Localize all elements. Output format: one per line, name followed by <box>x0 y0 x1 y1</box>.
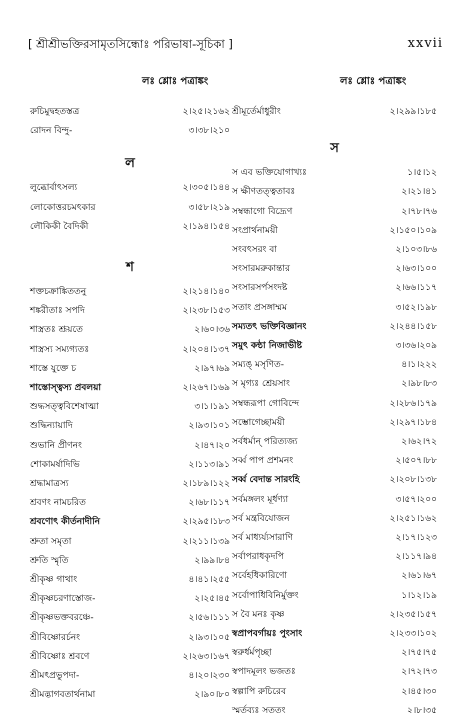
index-entry <box>30 592 230 606</box>
entry-text: শুদ্ধিন্যায়াদি <box>30 421 73 432</box>
index-entry <box>30 362 230 376</box>
entry-reference: ২।৯৯।৮৪ <box>194 555 230 566</box>
entry-text: সর্ব মাধ্যর্য্যসারাণি <box>232 533 294 543</box>
entry-reference: ৩।৩৬।২০৯ <box>395 341 437 351</box>
index-entry <box>30 669 230 683</box>
entry-text: রুচিমুদ্বহতস্তত্র <box>30 107 80 117</box>
entry-reference: ২।২৯৭।১৮৪ <box>389 417 437 428</box>
index-entry <box>30 124 230 138</box>
index-entry <box>232 531 437 545</box>
entry-reference: ২।১৫০।১০৯ <box>389 225 437 236</box>
index-entry <box>30 304 230 318</box>
entry-text: সম্যঙ্ মসৃণিত- <box>232 360 284 371</box>
index-entry <box>232 646 437 660</box>
entry-text: সম্ভোগেচ্ছাময়ী <box>232 417 285 428</box>
entry-text: শ্রুতা সমৃতা <box>30 536 72 547</box>
entry-text: স্বপ্রাপবর্গায়ঃ পুংসাং <box>232 629 303 639</box>
entry-text: লুব্ধোর্বাৎসল্য <box>30 183 78 194</box>
entry-text: শোকামর্ষাদিভি <box>30 459 80 470</box>
index-entry <box>30 631 230 645</box>
entry-text: শ্রদ্ধামাত্রস্য <box>30 479 69 489</box>
entry-reference: ৩।৫২।১৯৮ <box>395 302 437 313</box>
entry-reference: ২।২৪৪।১৫৮ <box>389 321 437 332</box>
index-entry <box>232 473 437 487</box>
entry-reference: ২।৩০৫।১৪৪ <box>182 183 230 194</box>
entry-text: সর্ব মন্ত্রবিযোজন <box>232 513 290 524</box>
entry-text: শ্রীমৎপ্রভুপদা- <box>30 671 80 681</box>
entry-reference: ২।৯৩।১০১ <box>188 421 230 432</box>
index-entry <box>232 301 437 315</box>
index-entry <box>232 493 437 507</box>
entry-text: সমুৎ কন্ঠা নিজাভীষ্ট <box>232 341 303 351</box>
entry-reference: ২।১১৭।৯৪ <box>395 552 437 563</box>
entry-reference: ২।২৫।২১৬২ <box>182 107 230 117</box>
entry-text: সর্ব্ব পাপ প্রশমনং <box>232 456 294 467</box>
entry-text: সর্বোপাধিবিনির্মুক্তং <box>232 590 299 601</box>
entry-text: স্বপাদমূলং ভজতঃ <box>232 667 296 678</box>
entry-reference: ২।৯৮।৮৩ <box>401 379 437 390</box>
entry-reference: ৩।১।১৯১ <box>194 402 230 413</box>
index-entry <box>232 243 437 257</box>
section-letter: স <box>330 141 339 157</box>
entry-text: শাস্তে যুক্তে চ <box>30 363 77 374</box>
entry-text: শ্রীকৃষ্ণ গাথাং <box>30 575 78 585</box>
index-entry <box>30 220 230 234</box>
index-entry <box>30 285 230 299</box>
index-entry <box>232 454 437 468</box>
entry-text: স্বরুর্ধর্মপৃচ্ছা <box>232 648 272 659</box>
entry-reference: ২।১০৩।৮৬ <box>395 245 437 255</box>
entry-reference: ২।৯৩।১০৫ <box>188 632 230 643</box>
entry-text: শাস্ত্রতঃ শ্রূয়তে <box>30 325 83 336</box>
entry-text: শ্রীবিষ্ণোঃ শ্রবণে <box>30 651 90 662</box>
entry-text: সম্বন্ধাগো বিদ্রূেণ <box>232 206 293 217</box>
entry-text: শ্রীমূর্তের্মাধুরীং <box>232 107 281 117</box>
entry-reference: ২।৬১।৬৭ <box>401 571 437 582</box>
entry-text: সংবৎসরং বা <box>232 245 277 255</box>
entry-text: সতাং প্রসঙ্গাম্মম <box>232 302 287 313</box>
entry-reference: ২।২৫১।১৬২ <box>389 513 437 524</box>
entry-text: স্মর্তব্যঃ সততং <box>232 705 286 713</box>
section-letter: ল <box>125 156 135 172</box>
entry-reference: ২।৪৫।৩০ <box>401 686 437 697</box>
index-entry <box>232 281 437 295</box>
entry-reference: ২।২১৪।১৪০ <box>182 287 230 297</box>
entry-reference: ২।২৩৫।১৫৭ <box>389 609 437 620</box>
entry-reference: ২।২৩৮।১৫৩ <box>182 306 230 317</box>
index-entry <box>232 166 437 180</box>
index-entry <box>232 320 437 334</box>
entry-text: স বৈ মনঃ কৃষ্ণ <box>232 609 285 620</box>
index-entry <box>30 458 230 472</box>
entry-text: স মৃগ্যঃ শ্রেয়সাং <box>232 379 290 390</box>
index-entry <box>232 665 437 679</box>
entry-text: সর্বেহধিকারিণো <box>232 571 288 582</box>
entry-reference: ২।৫৬।১১১ <box>188 613 230 624</box>
entry-text: সংসারসর্পসংদষ্ট <box>232 283 288 294</box>
entry-reference: ২।১৯৪।১৫৪ <box>182 221 230 232</box>
entry-reference: ৩।৫৭।২০০ <box>395 494 437 505</box>
entry-text: স্বল্পাপি রুচিরেব <box>232 686 286 697</box>
entry-text: সম্যতৎ ভক্তিবিজ্ঞানং <box>232 321 307 332</box>
index-entry <box>30 181 230 195</box>
entry-text: শ্রবণং নামচরিত <box>30 498 86 509</box>
index-entry <box>30 477 230 491</box>
index-entry <box>30 400 230 414</box>
index-entry <box>30 650 230 664</box>
entry-text: লৌকিকী বৈদিকী <box>30 221 89 232</box>
section-letter: শ <box>126 260 134 275</box>
index-entry <box>30 515 230 529</box>
index-entry <box>30 105 230 119</box>
entry-text: সম্বন্ধরূপা গোবিন্দে <box>232 398 300 409</box>
entry-text: সংসারমরুকান্তার <box>232 264 290 275</box>
index-entry <box>232 105 437 119</box>
entry-reference: ২।৪৭।২০ <box>194 440 230 451</box>
entry-reference: ২।১৮৯।১২২ <box>182 479 230 489</box>
entry-reference: ২।১১৩।৯১ <box>188 459 230 470</box>
entry-reference: ২।২৩৩।১০২ <box>389 629 437 639</box>
index-entry <box>232 416 437 430</box>
index-entry <box>232 627 437 641</box>
entry-text: লোকোত্তরচমৎকার <box>30 202 96 213</box>
index-entry <box>232 377 437 391</box>
entry-reference: ২।৬৩।১০০ <box>395 264 437 275</box>
index-entry <box>232 205 437 219</box>
entry-text: শক্তচক্রাঙ্কিততনু <box>30 287 87 297</box>
index-entry <box>232 608 437 622</box>
entry-reference: ২।৬৮।১১৭ <box>188 498 230 509</box>
entry-text: সর্বাপরাধকৃদপি <box>232 552 284 563</box>
entry-text: শ্রীকৃষ্ণভক্তবরঞ্চে- <box>30 613 94 624</box>
entry-text: স ক্ষীণতত্ত্বতাবঃ <box>232 187 296 198</box>
entry-text: শাস্তোস্ত্বস্য প্রবলয়া <box>30 383 102 393</box>
entry-reference: ১।৫।১২ <box>407 168 437 179</box>
entry-reference: ২।২৫।৪৫ <box>194 594 230 605</box>
index-entry <box>30 323 230 337</box>
entry-reference: ১।১২।১৯ <box>401 590 437 601</box>
page-number: xxvii <box>407 36 443 51</box>
index-entry <box>30 381 230 395</box>
index-entry <box>232 358 437 372</box>
entry-reference: ২।৯০।৮০ <box>194 690 230 701</box>
entry-text: সর্বমঙ্গলং মূর্ধণ্যা <box>232 494 289 505</box>
entry-text: শাস্ত্রস্য সম্যগ্যতঃ <box>30 344 90 355</box>
entry-reference: ২।৭৫।৭৫ <box>401 648 437 659</box>
index-entry <box>30 496 230 510</box>
entry-text: শুভানি প্রীণনং <box>30 440 82 451</box>
entry-reference: ২।১৭।১২৩ <box>395 533 437 543</box>
entry-reference: ২।৯৭।৬৯ <box>194 363 230 374</box>
entry-reference: ৪।১।২২২ <box>401 360 437 371</box>
entry-reference: ২।২৯৯।১৮৫ <box>389 107 437 117</box>
index-entry <box>232 185 437 199</box>
entry-text: রোদন বিন্দু- <box>30 126 73 137</box>
entry-reference: ২।২৯৫।১৮৩ <box>182 517 230 528</box>
index-entry <box>30 688 230 702</box>
entry-reference: ২।৭৮।৭৬ <box>401 206 437 217</box>
entry-text: শ্রীবিষ্ণোরর্চনং <box>30 632 81 643</box>
entry-reference: ২।৮।৩৫ <box>407 705 437 713</box>
index-entry <box>30 343 230 357</box>
entry-text: শুদ্ধসত্ত্ববিশেষাত্মা <box>30 402 99 413</box>
index-entry <box>232 685 437 699</box>
entry-reference: ৪।৪১।২৫৫ <box>188 575 230 585</box>
index-entry <box>232 397 437 411</box>
index-entry <box>30 535 230 549</box>
entry-reference: ২।২৬৭।১৬৯ <box>182 383 230 393</box>
entry-reference: ২।২০৪।১৩৭ <box>182 344 230 355</box>
entry-reference: ২।৬২।৭২ <box>401 437 437 447</box>
index-entry <box>30 439 230 453</box>
entry-reference: ২।২৬৩।১৬৭ <box>182 651 230 662</box>
index-entry <box>232 512 437 526</box>
left-column-heading: লঃ শ্লোঃ পত্রাঙ্কং <box>142 76 209 87</box>
index-entry <box>30 573 230 587</box>
entry-reference: ২।৬০।৩৬ <box>194 325 230 336</box>
entry-reference: ২।৭২।৭৩ <box>401 667 437 678</box>
entry-reference: ৩।৫৮।২১৯ <box>188 202 230 213</box>
index-entry <box>30 419 230 433</box>
entry-text: শ্রবণোৎ কীর্তনাদীনি <box>30 517 101 528</box>
index-entry <box>232 262 437 276</box>
index-entry <box>232 224 437 238</box>
entry-reference: ২।২১।৪১ <box>401 187 437 198</box>
entry-text: সংপ্রার্থনাময়ী <box>232 225 278 236</box>
index-entry <box>30 554 230 568</box>
right-column-heading: লঃ শ্লোঃ পত্রাঙ্কং <box>340 76 407 87</box>
entry-text: সর্বধর্মান্ পরিত্যজ্য <box>232 437 298 447</box>
index-entry <box>232 550 437 564</box>
entry-reference: ৩।৩৮।২১০ <box>188 126 230 137</box>
entry-reference: ২।২৮৬।১৭৯ <box>389 398 437 409</box>
index-entry <box>30 201 230 215</box>
entry-text: শ্রুতি স্মৃতি <box>30 555 69 566</box>
entry-reference: ২।৬৬।১১৭ <box>395 283 437 294</box>
header-title: [ শ্রীশ্রীভক্তিরসামৃতসিন্ধোঃ পরিভাষা-সূচিকা ] <box>28 37 233 51</box>
entry-reference: ২।২০৮।১৩৮ <box>389 475 437 486</box>
entry-text: শ্রীকৃষ্ণচরণাস্তোজ- <box>30 594 96 605</box>
entry-reference: ৪।২০।২৩০ <box>188 671 230 681</box>
entry-text: স এব ভক্তিযোগাখ্যঃ <box>232 168 307 179</box>
index-entry <box>232 589 437 603</box>
entry-text: শ্রীমদ্ভাগবতার্থনামা <box>30 690 96 701</box>
index-entry <box>232 704 437 713</box>
index-entry <box>232 435 437 449</box>
index-entry <box>232 339 437 353</box>
entry-reference: ২।২১১।১৩৯ <box>182 536 230 547</box>
running-header <box>28 36 443 54</box>
entry-reference: ২।৫০৭।৮৮ <box>395 456 437 467</box>
entry-text: সর্ব্ব বেদান্ত সারংহি <box>232 475 300 486</box>
entry-text: শঙ্করীতাঃ সপদি <box>30 306 85 317</box>
index-entry <box>232 569 437 583</box>
index-entry <box>30 611 230 625</box>
